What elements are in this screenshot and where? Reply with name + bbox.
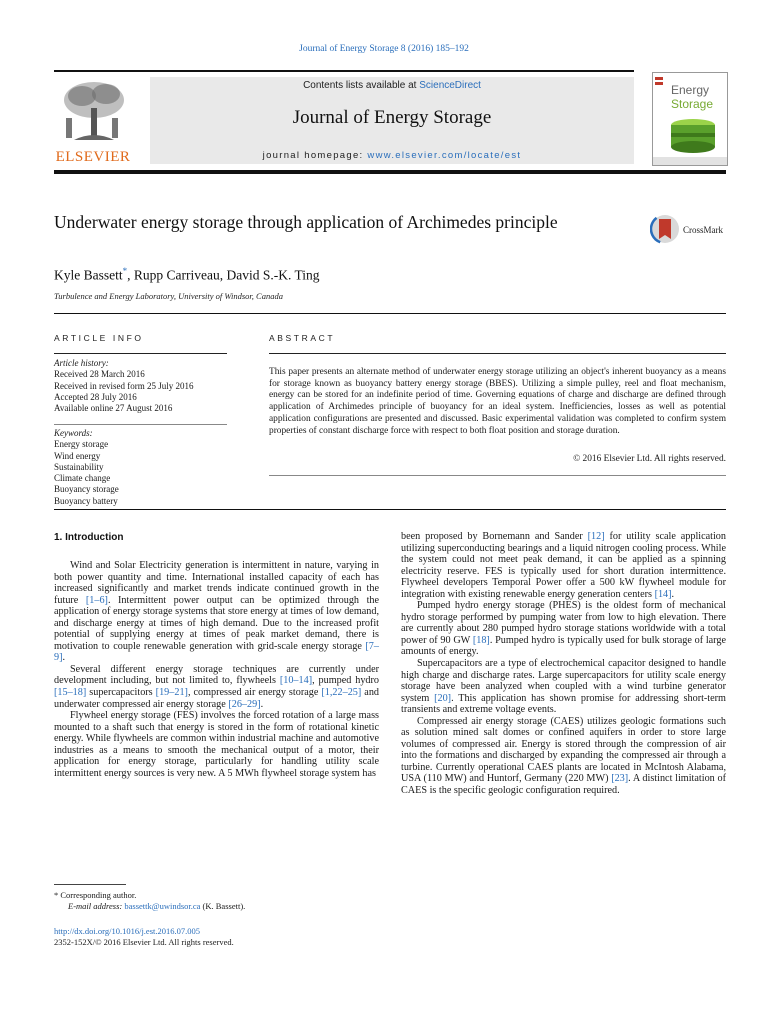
citation-link[interactable]: [15–18] bbox=[54, 687, 87, 699]
keyword: Buoyancy storage bbox=[54, 484, 119, 495]
text: supercapacitors bbox=[86, 687, 156, 699]
text: . Intermittent power output can be optimized through the application of energy storage systems that store energy at times of low demand, and discharge energy at times of high demand. Due to the increased profit potential of supplying energy at times of peak market demand, there is motivation to couple renewable generation with grid-scale energy storage bbox=[54, 594, 380, 652]
masthead-top-rule bbox=[54, 70, 634, 72]
author-list bbox=[54, 266, 320, 284]
text: Wind and Solar Electricity generation is intermittent in nature, varying in both power quantity and time. International installed capacity of each has increased significantly and market trends indicate continued growth in the future bbox=[54, 560, 379, 606]
text: . bbox=[260, 698, 264, 710]
divider bbox=[54, 313, 726, 314]
homepage-prefix: journal homepage: bbox=[262, 150, 368, 161]
contents-prefix: Contents lists available at bbox=[303, 80, 420, 91]
article-info-separator bbox=[54, 424, 227, 425]
citation-link[interactable]: [23] bbox=[611, 773, 629, 785]
affiliation: Turbulence and Energy Laboratory, University of Windsor, Canada bbox=[54, 291, 283, 301]
doi-link[interactable]: http://dx.doi.org/10.1016/j.est.2016.07.005 bbox=[54, 926, 200, 936]
journal-title: Journal of Energy Storage bbox=[292, 107, 492, 128]
corresponding-author-note bbox=[54, 890, 384, 901]
citation-link[interactable]: [26–29] bbox=[228, 698, 261, 710]
article-history bbox=[54, 358, 229, 414]
citation-link[interactable]: [1–6] bbox=[85, 594, 108, 606]
text: and underwater compressed air energy storage bbox=[54, 687, 380, 710]
abstract-end-rule bbox=[269, 475, 726, 476]
abstract-copyright: © 2016 Elsevier Ltd. All rights reserved. bbox=[573, 454, 726, 464]
text: Compressed air energy storage (CAES) utilizes geologic formations such as solution mined salt domes or confined aquifers in order to store large volumes of compressed air. Energy is stored through the compression of air into the formations and discharged by expanding the compressed air through a turbine. Currently operational CAES plants are located in McIntosh Alabama, USA (110 MW) and Huntorf, Germany (220 MW) bbox=[401, 715, 726, 785]
text: , pumped hydro bbox=[312, 675, 379, 687]
text: Supercapacitors are a type of electrochemical capacitor designed to handle high charge and discharge rates. Large supercapacitors for utility scale energy storage have been analyzed when coupled with a wind turbine generator system bbox=[401, 658, 726, 704]
body-divider bbox=[54, 509, 726, 510]
text: . Pumped hydro is typically used for bulk storage of large amounts of energy. bbox=[401, 634, 726, 658]
section-heading-introduction: 1. Introduction bbox=[54, 532, 124, 543]
paragraph bbox=[54, 710, 379, 779]
abstract-rule bbox=[269, 353, 726, 354]
history-item: Received in revised form 25 July 2016 bbox=[54, 380, 194, 391]
paragraph bbox=[401, 716, 726, 797]
history-item: Received 28 March 2016 bbox=[54, 369, 145, 380]
paragraph bbox=[54, 560, 379, 664]
citation-link[interactable]: [14] bbox=[654, 588, 672, 600]
journal-cover-thumbnail[interactable] bbox=[652, 72, 728, 166]
abstract-text: This paper presents an alternate method of underwater energy storage utilizing an object's inherent buoyancy as a means for storage known as buoyancy battery energy storage (BBES). Utilizing a simple pulley, reel and float mechanism, energy can be stored for an indefinite period of time. Governing equations of charge and discharge are defined through application of Archimedes principle of buoyancy for an ideal system. Inefficiencies, losses as well as potential application configurations are presented and discussed. Basic experimental validation was completed to confirm system properties of constant discharge force with respect to both float position and storage duration. bbox=[269, 367, 726, 436]
cover-word-storage: Storage bbox=[671, 97, 714, 111]
keyword: Sustainability bbox=[54, 461, 104, 472]
history-item: Accepted 28 July 2016 bbox=[54, 391, 137, 402]
contents-line bbox=[150, 80, 634, 91]
text: Flywheel energy storage (FES) involves the forced rotation of a large mass mounted to a shaft such that energy is stored in the form of rotational kinetic energy. While flywheels are common within industrial machine and automotive industries as a means to smooth the mechanical output of a motor, their application for energy storage, particularly for handling utility scale intermittent energy sources is very new. A 5 MWh flywheel storage system has bbox=[54, 710, 379, 779]
citation-link[interactable]: [10–14] bbox=[279, 675, 313, 687]
footnote bbox=[54, 890, 384, 912]
citation-link[interactable]: [18] bbox=[472, 634, 490, 646]
text: been proposed by Bornemann and Sander bbox=[401, 531, 588, 542]
text: for utility scale application utilizing superconducting bearings and a liquid nitrogen cooling process. While the system could not meet peak demand, it can be applied as a spinning electricity reserve. FES is typically used for short duration intermittence. Flywheel developers Temporal Power offer a 500 kW flywheel module for integration with existing renewable energy generation centers bbox=[401, 531, 726, 600]
journal-homepage bbox=[150, 150, 634, 161]
paragraph bbox=[401, 531, 726, 600]
citation-link[interactable]: [1,22–25] bbox=[321, 687, 362, 699]
crossmark-label: CrossMark bbox=[683, 225, 723, 235]
crossmark-badge[interactable] bbox=[650, 213, 730, 247]
keyword: Wind energy bbox=[54, 450, 101, 461]
masthead-bottom-rule bbox=[54, 170, 726, 174]
text: Several different energy storage techniques are currently under development including, but not limited to, flywheels bbox=[54, 663, 379, 687]
body-column-left bbox=[54, 560, 379, 779]
email-label: E-mail address: bbox=[68, 901, 125, 911]
citation-link[interactable]: [19–21] bbox=[155, 687, 188, 699]
keywords-list bbox=[54, 428, 229, 507]
text: . A distinct limitation of CAES is the specific geologic configuration required. bbox=[401, 773, 726, 797]
footnote-mark: * bbox=[54, 890, 59, 900]
text: . This application has shown promise for addressing short-term transients and extreme voltage events. bbox=[401, 692, 726, 716]
doi-block bbox=[54, 926, 234, 948]
sciencedirect-link[interactable]: ScienceDirect bbox=[419, 80, 481, 91]
elsevier-logo[interactable] bbox=[54, 78, 132, 166]
keyword: Climate change bbox=[54, 473, 111, 484]
footnote-rule bbox=[54, 884, 126, 885]
crossmark-icon bbox=[650, 213, 680, 245]
running-header[interactable]: Journal of Energy Storage 8 (2016) 185–192 bbox=[299, 44, 469, 54]
article-info-heading: ARTICLE INFO bbox=[54, 333, 144, 343]
corresponding-label: Corresponding author. bbox=[60, 890, 137, 900]
text: . bbox=[671, 588, 675, 600]
citation-link[interactable]: [20] bbox=[434, 692, 452, 704]
elsevier-tree-icon bbox=[54, 78, 132, 148]
paragraph bbox=[54, 664, 379, 710]
history-label: Article history: bbox=[54, 358, 109, 368]
citation-link[interactable]: [12] bbox=[587, 531, 605, 542]
corresponding-author-mark[interactable]: * bbox=[122, 266, 128, 276]
citation-link[interactable]: [7–9] bbox=[54, 640, 379, 664]
cover-word-energy: Energy bbox=[671, 83, 710, 97]
homepage-link[interactable]: www.elsevier.com/locate/est bbox=[367, 150, 522, 161]
keyword: Buoyancy battery bbox=[54, 495, 118, 506]
body-column-right bbox=[401, 531, 726, 797]
email-note bbox=[54, 901, 384, 912]
paragraph bbox=[401, 658, 726, 716]
masthead-box bbox=[150, 77, 634, 164]
article-info-rule bbox=[54, 353, 227, 354]
email-link[interactable]: bassettk@uwindsor.ca bbox=[124, 901, 201, 911]
keyword: Energy storage bbox=[54, 439, 109, 450]
email-suffix: (K. Bassett). bbox=[200, 901, 246, 911]
cover-battery-icon bbox=[653, 73, 727, 165]
article-title: Underwater energy storage through application of Archimedes principle bbox=[54, 212, 558, 232]
history-item: Available online 27 August 2016 bbox=[54, 403, 173, 414]
text: , compressed air energy storage bbox=[187, 687, 322, 699]
text: Pumped hydro energy storage (PHES) is the oldest form of mechanical hydro storage performed by pumping water from low to high elevation. There are currently about 280 pumped hydro storage stations worldwide with a total power of 90 GW bbox=[401, 600, 726, 646]
paragraph bbox=[401, 600, 726, 658]
abstract-heading: ABSTRACT bbox=[269, 333, 336, 343]
keywords-label: Keywords: bbox=[54, 428, 93, 438]
text: . bbox=[62, 652, 66, 664]
elsevier-wordmark: ELSEVIER bbox=[55, 149, 131, 165]
co-authors: , Rupp Carriveau, David S.-K. Ting bbox=[127, 267, 320, 283]
author-name[interactable]: Kyle Bassett bbox=[54, 267, 123, 283]
issn-copyright: 2352-152X/© 2016 Elsevier Ltd. All rights reserved. bbox=[54, 937, 234, 947]
